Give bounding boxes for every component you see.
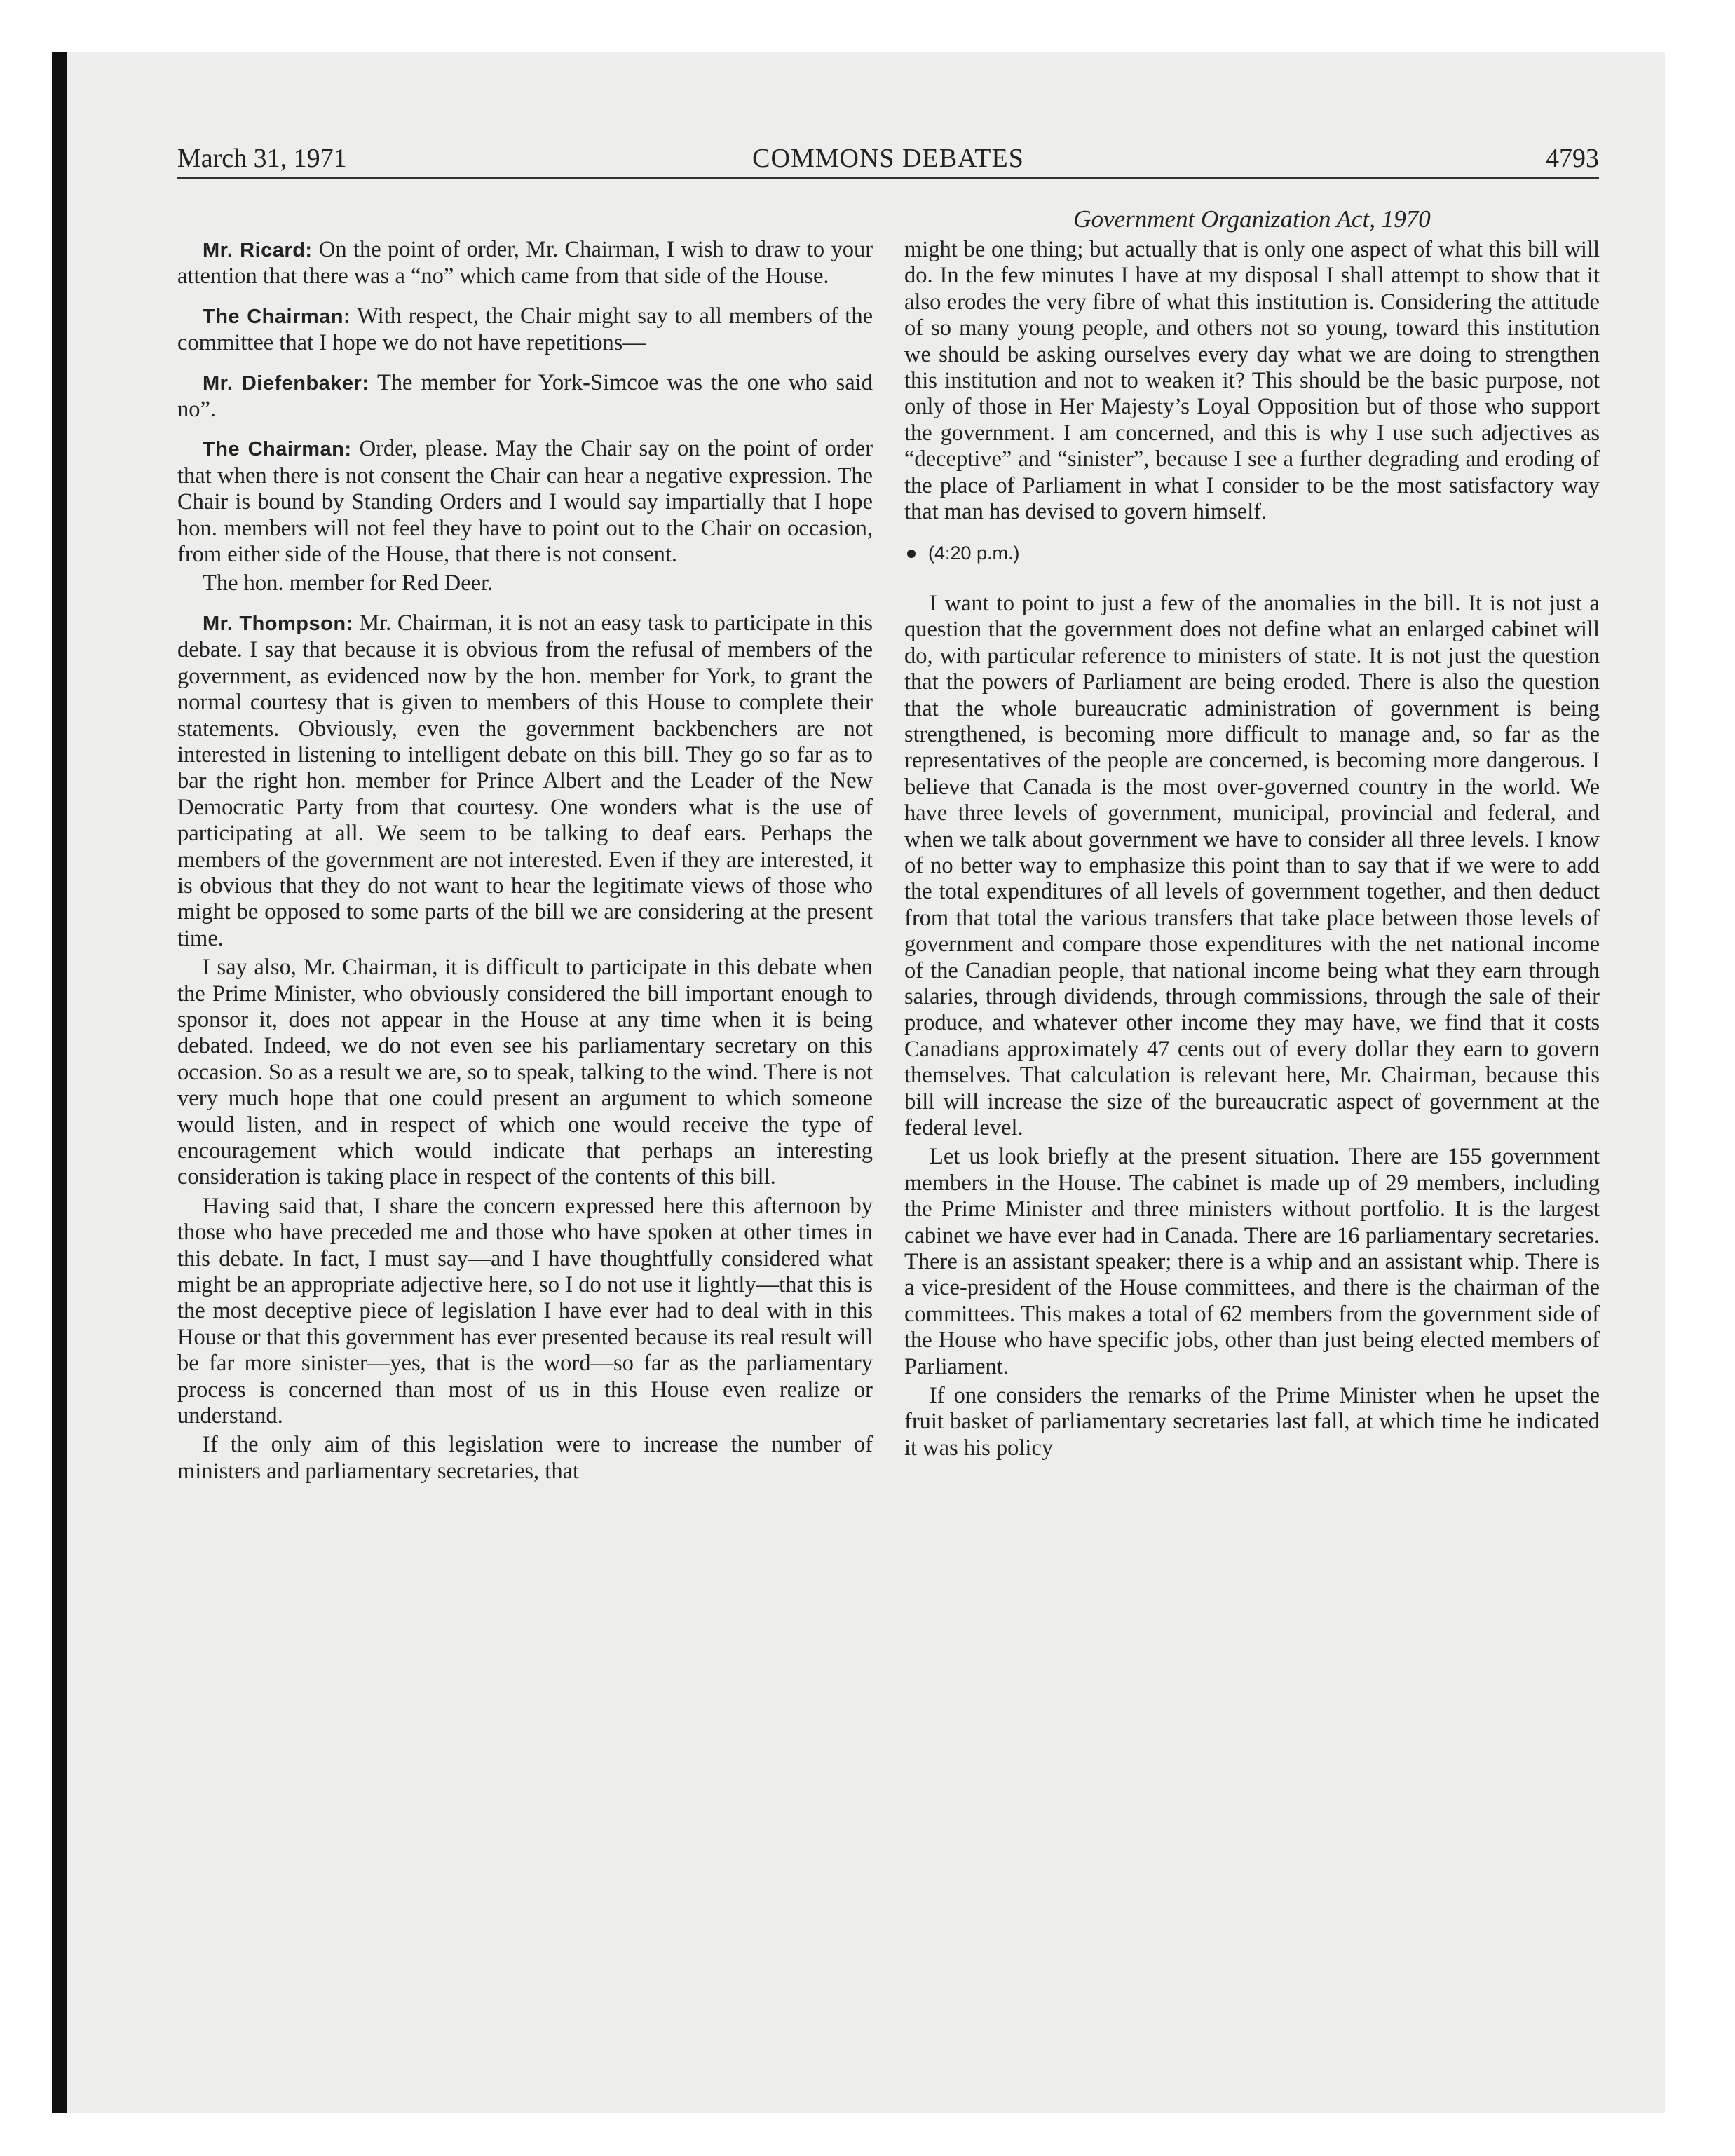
time-marker (904, 540, 1600, 566)
paragraph-text: The hon. member for Red Deer. (203, 571, 494, 596)
subject-heading: Government Organization Act, 1970 (1073, 205, 1431, 233)
paragraph (177, 955, 873, 1191)
right-column (904, 237, 1600, 1475)
paragraph (177, 610, 873, 952)
paragraph-text: Mr. Chairman, it is not an easy task to participate in this debate. I say that because it is obvious from the refusal of members of the government, as evidenced now by the hon. member for York, to grant the normal courtesy that is given to members of this House to complete their statements. Obviously, even the government backbenchers are not interested in listening to intelligent debate on this bill. They go so far as to bar the right hon. member for Prince Albert and the Leader of the New Democratic Party from that courtesy. One wonders what is the use of participating at all. We seem to be talking to deaf ears. Perhaps the members of the government are not interested. Even if they are interested, it is obvious that they do not want to hear the legitimate views of those who might be opposed to some parts of the bill we are considering at the present time. (177, 610, 873, 951)
paragraph (904, 1383, 1600, 1461)
paragraph (177, 571, 873, 596)
speaker-name: The Chairman: (203, 305, 351, 328)
paragraph-text: If the only aim of this legislation were to increase the number of ministers and parliamentary secretaries, that (177, 1432, 873, 1484)
paragraph-text: might be one thing; but actually that is only one aspect of what this bill will do. In the few minutes I have at my disposal I shall attempt to show that it also erodes the very fibre of what this institution is. Considering the attitude of so many young people, and others not so young, toward this institution we should be asking ourselves every day what we are doing to strengthen this institution and not to weaken it? This should be the basic purpose, not only of those in Her Majesty’s Loyal Opposition but of those who support the government. I am concerned, and this is why I use such adjectives as “deceptive” and “sinister”, because I see a further degrading and eroding of the place of Parliament in what I consider to be the most satisfactory way that man has devised to govern himself. (904, 237, 1600, 525)
header-publication: COMMONS DEBATES (752, 144, 1024, 173)
bullet-icon (907, 550, 916, 558)
paragraph (904, 1144, 1600, 1380)
paragraph (177, 237, 873, 290)
paragraph-text: The member for York-Simcoe was the one who said no”. (177, 369, 873, 423)
speaker-name: Mr. Thompson: (203, 612, 353, 635)
paragraph-text: If one considers the remarks of the Prime Minister when he upset the fruit basket of parliamentary secretaries last fall, at which time he indicated it was his policy (904, 1383, 1600, 1461)
paragraph-text: I want to point to just a few of the anomalies in the bill. It is not just a question that the government does not define what an enlarged cabinet will do, with particular reference to ministers of state. It is not just the question that the powers of Parliament are being eroded. There is also the question that the whole bureaucratic administration of government is being strengthened, is becoming more difficult to manage and, so far as the representatives of the people are concerned, is becoming more dangerous. I believe that Canada is the most over-governed country in the world. We have three levels of government, municipal, provincial and federal, and when we talk about government we have to consider all three levels. I know of no better way to emphasize this point than to say that if we were to add the total expenditures of all levels of government together, and then deduct from that total the various transfers that take place between those levels of government and compare those expenditures with the net national income of the Canadian people, that national income being what they earn through salaries, through dividends, through commissions, through the sale of their produce, and whatever other income they may have, we find that it costs Canadians approximately 47 cents out of every dollar they earn to govern themselves. That calculation is relevant here, Mr. Chairman, because this bill will increase the size of the bureaucratic aspect of government at the federal level. (904, 590, 1600, 1140)
paragraph-text: Having said that, I share the concern expressed here this afternoon by those who have preceded me and those who have spoken at other times in this debate. In fact, I must say—and I have thoughtfully considered what might be an appropriate adjective here, so I do not use it lightly—that this is the most deceptive piece of legislation I have ever had to deal with in this House or that this government has ever presented because its real result will be far more sinister—yes, that is the word—so far as the parliamentary process is concerned than most of us in this House even realize or understand. (177, 1193, 873, 1429)
paragraph-text: I say also, Mr. Chairman, it is difficult to participate in this debate when the Prime Minister, who obviously considered the bill important enough to sponsor it, does not appear in the House at any time when it is being debated. Indeed, we do not even see his parliamentary secretary on this occasion. So as a result we are, so to speak, talking to the wind. There is not very much hope that one could present an argument to which someone would listen, and in respect of which one would receive the type of encouragement which would indicate that perhaps an interesting consideration is taking place in respect of the contents of this bill. (177, 955, 873, 1190)
paragraph-text: Let us look briefly at the present situation. There are 155 government members in the House. The cabinet is made up of 29 members, including the Prime Minister and three ministers without portfolio. It is the largest cabinet we have ever had in Canada. There are 16 parliamentary secretaries. There is an assistant speaker; there is a whip and an assistant whip. There is a vice-president of the House committees, and there is the chairman of the committees. This makes a total of 62 members from the government side of the House who have specific jobs, other than just being elected members of Parliament. (904, 1144, 1600, 1379)
left-column (177, 237, 873, 1498)
running-header (177, 140, 1599, 179)
paragraph-text: With respect, the Chair might say to all members of the committee that I hope we do not have repetitions— (177, 303, 873, 356)
speaker-name: The Chairman: (203, 438, 352, 461)
paragraph (177, 303, 873, 357)
paragraph (177, 1432, 873, 1485)
speaker-name: Mr. Diefenbaker: (203, 371, 369, 395)
paragraph (177, 436, 873, 568)
paragraph-text: On the point of order, Mr. Chairman, I wish to draw to your attention that there was a “no” which came from that side of the House. (177, 237, 873, 289)
paragraph-text: Order, please. May the Chair say on the point of order that when there is not consent the Chair can hear a negative expression. The Chair is bound by Standing Orders and I would say impartially that I hope hon. members will not feel they have to point out to the Chair on occasion, from either side of the House, that there is not consent. (177, 436, 873, 568)
scan-left-edge (52, 52, 67, 2113)
paragraph (177, 1194, 873, 1430)
paragraph (177, 370, 873, 423)
paragraph (904, 591, 1600, 1142)
paragraph (904, 237, 1600, 525)
header-page-number: 4793 (1546, 144, 1599, 173)
time-marker-text: (4:20 p.m.) (928, 543, 1020, 564)
speaker-name: Mr. Ricard: (203, 239, 313, 261)
header-date: March 31, 1971 (177, 144, 347, 173)
